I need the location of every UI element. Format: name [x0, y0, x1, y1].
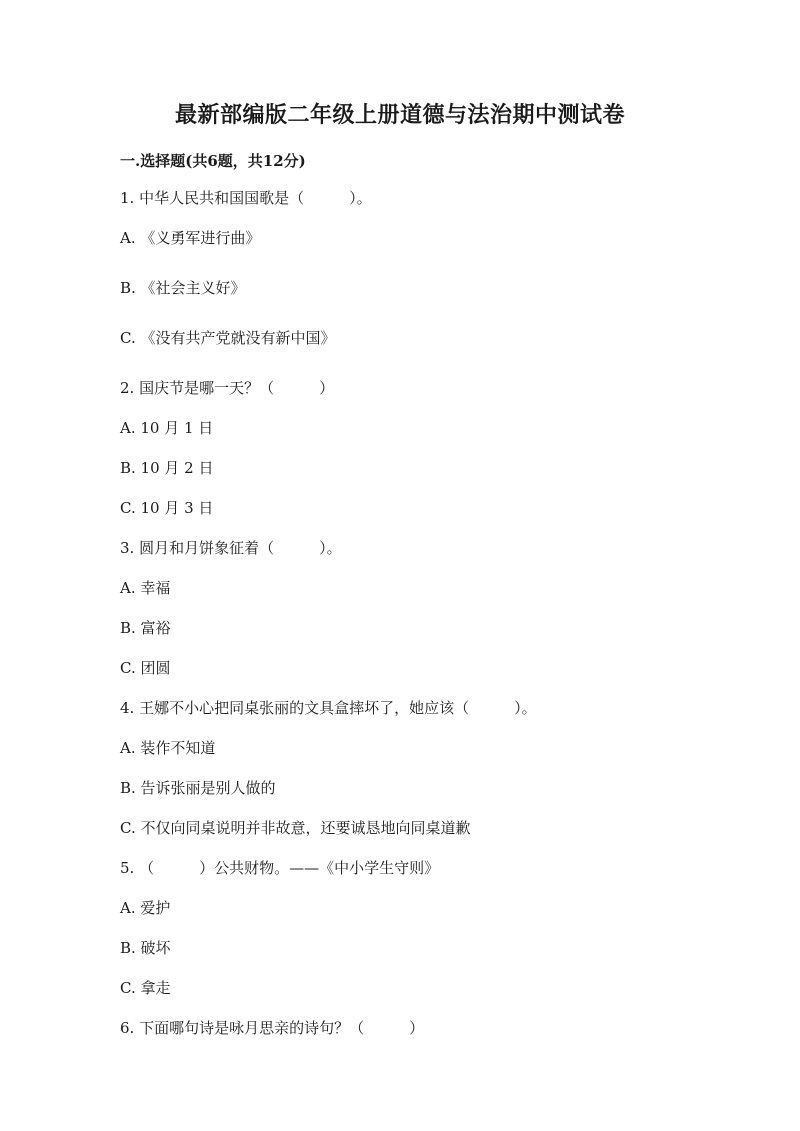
option-c: C. 不仅向同桌说明并非故意，还要诚恳地向同桌道歉: [120, 819, 471, 837]
option-b: B. 富裕: [120, 619, 171, 637]
section-heading: 一.选择题(共6题，共12分): [120, 152, 306, 170]
option-b: B. 10 月 2 日: [120, 459, 214, 477]
question-2: [120, 378, 720, 518]
option-list: [120, 738, 720, 838]
option-c: C. 10 月 3 日: [120, 499, 214, 517]
option-list: [120, 578, 720, 678]
option-a: A. 10 月 1 日: [120, 419, 214, 437]
option-list: [120, 228, 720, 348]
question-stem: 1. 中华人民共和国国歌是（ ）。: [120, 189, 372, 207]
option-c: C. 团圆: [120, 659, 171, 677]
question-stem: 2. 国庆节是哪一天？（ ）: [120, 379, 335, 397]
question-6: [120, 1018, 720, 1038]
option-b: B. 《社会主义好》: [120, 279, 246, 297]
option-c: C. 《没有共产党就没有新中国》: [120, 329, 336, 347]
question-4: [120, 698, 720, 838]
option-a: A. 幸福: [120, 579, 171, 597]
option-list: [120, 418, 720, 518]
option-a: A. 爱护: [120, 899, 171, 917]
option-c: C. 拿走: [120, 979, 171, 997]
question-1: [120, 188, 720, 348]
question-3: [120, 538, 720, 678]
question-5: [120, 858, 720, 998]
option-b: B. 告诉张丽是别人做的: [120, 779, 276, 797]
question-stem: 6. 下面哪句诗是咏月思亲的诗句？（ ）: [120, 1019, 425, 1037]
question-stem: 4. 王娜不小心把同桌张丽的文具盒摔坏了，她应该（ ）。: [120, 699, 537, 717]
page-title: 最新部编版二年级上册道德与法治期中测试卷: [174, 102, 625, 128]
option-a: A. 《义勇军进行曲》: [120, 229, 261, 247]
question-list: [120, 188, 720, 1058]
option-list: [120, 898, 720, 998]
option-b: B. 破坏: [120, 939, 171, 957]
option-a: A. 装作不知道: [120, 739, 216, 757]
question-stem: 3. 圆月和月饼象征着（ ）。: [120, 539, 342, 557]
question-stem: 5. （ ）公共财物。——《中小学生守则》: [120, 859, 440, 877]
